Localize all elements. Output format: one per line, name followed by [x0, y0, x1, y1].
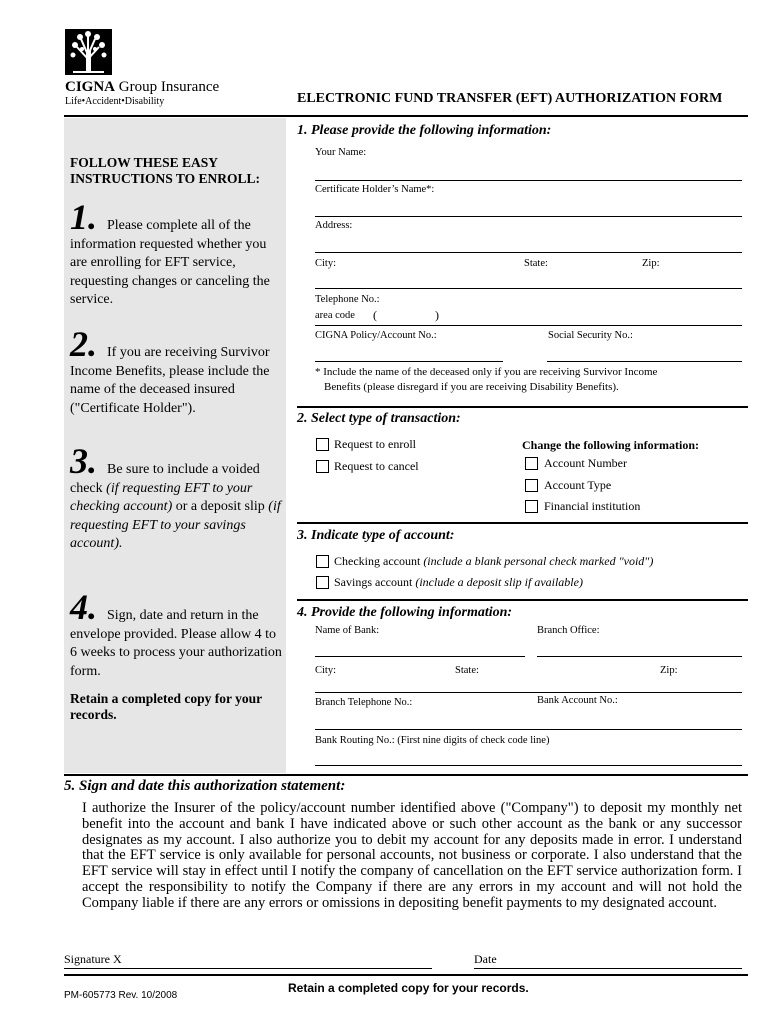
policy-label: CIGNA Policy/Account No.: — [315, 330, 437, 341]
branch-office-label: Branch Office: — [537, 625, 600, 636]
area-code-open-paren: ( — [373, 308, 377, 322]
brand-tagline: Life•Accident•Disability — [65, 96, 165, 107]
step-number: 1. — [70, 197, 97, 237]
bank-city-state-zip-field[interactable] — [315, 692, 742, 693]
bank-name-field[interactable] — [315, 656, 525, 657]
date-label: Date — [474, 952, 497, 966]
bank-city-label: City: — [315, 665, 337, 676]
cert-holder-field[interactable] — [315, 216, 742, 217]
instruction-step-3: 3. Be sure to include a voided check (if requesting EFT to your checking account) or a deposit slip (if requesting EFT to your savings account). — [70, 441, 281, 551]
branch-phone-account-field[interactable] — [315, 729, 742, 730]
section-5-title: 5. Sign and date this authorization statement: — [64, 778, 346, 794]
signature-label: Signature X — [64, 952, 122, 966]
policy-field[interactable] — [315, 361, 503, 362]
account-number-label: Account Number — [544, 456, 627, 470]
branch-phone-label: Branch Telephone No.: — [315, 697, 413, 708]
ssn-field[interactable] — [547, 361, 742, 362]
city-state-zip-field[interactable] — [315, 288, 742, 289]
routing-field[interactable] — [315, 765, 742, 766]
bank-state-label: State: — [455, 665, 479, 676]
section-3-title: 3. Indicate type of account: — [297, 528, 455, 543]
routing-label: Bank Routing No.: (First nine digits of check code line) — [315, 735, 550, 746]
checking-checkbox[interactable] — [316, 555, 329, 568]
state-label: State: — [524, 258, 548, 269]
section-2-rule — [297, 406, 748, 408]
section-3-rule — [297, 522, 748, 524]
form-code: PM-605773 Rev. 10/2008 — [64, 990, 178, 1001]
area-code-close-paren: ) — [435, 308, 439, 322]
city-label: City: — [315, 258, 337, 269]
cancel-label: Request to cancel — [334, 459, 419, 473]
branch-office-field[interactable] — [537, 656, 742, 657]
savings-checkbox[interactable] — [316, 576, 329, 589]
instructions-heading: FOLLOW THESE EASY INSTRUCTIONS TO ENROLL: — [70, 155, 261, 186]
telephone-label: Telephone No.: — [315, 294, 380, 305]
brand-name: CIGNA Group Insurance — [65, 79, 220, 95]
signature-field[interactable] — [64, 968, 432, 969]
your-name-label: Your Name: — [315, 147, 367, 158]
step-number: 2. — [70, 324, 97, 364]
telephone-field[interactable] — [315, 325, 742, 326]
footer-rule — [64, 974, 748, 976]
date-field[interactable] — [474, 968, 742, 969]
zip-label: Zip: — [642, 258, 660, 269]
enroll-checkbox[interactable] — [316, 438, 329, 451]
cancel-checkbox[interactable] — [316, 460, 329, 473]
sidebar-retain-note: Retain a completed copy for your records. — [70, 691, 262, 722]
step-number: 3. — [70, 441, 97, 481]
step-text: If you are receiving Survivor Income Benefits, please include the name of the deceased insured ("Certificate Holder"). — [70, 345, 270, 416]
bank-account-label: Bank Account No.: — [537, 695, 618, 706]
deceased-note-line-1: * Include the name of the deceased only if you are receiving Survivor Income — [315, 366, 658, 378]
area-code-label: area code — [315, 310, 355, 321]
account-type-checkbox[interactable] — [525, 479, 538, 492]
financial-institution-checkbox[interactable] — [525, 500, 538, 513]
section-1-title: 1. Please provide the following information: — [297, 123, 552, 138]
tree-logo-icon — [65, 29, 112, 75]
instruction-step-2 — [70, 324, 282, 418]
instruction-step-4 — [70, 587, 282, 681]
ssn-label: Social Security No.: — [548, 330, 633, 341]
financial-institution-label: Financial institution — [544, 499, 641, 513]
bank-name-label: Name of Bank: — [315, 625, 380, 636]
cert-holder-label: Certificate Holder’s Name*: — [315, 184, 435, 195]
section-5-rule — [64, 774, 748, 776]
savings-label: Savings account (include a deposit slip if available) — [334, 575, 583, 589]
account-type-label: Account Type — [544, 478, 612, 492]
header-rule — [64, 115, 748, 117]
footer-retain-note: Retain a completed copy for your records. — [288, 981, 529, 995]
instruction-step-1 — [70, 197, 282, 310]
step-text: Please complete all of the information requested whether you are enrolling for EFT service, requesting changes or canceling the service. — [70, 218, 270, 307]
enroll-label: Request to enroll — [334, 437, 416, 451]
address-field[interactable] — [315, 252, 742, 253]
your-name-field[interactable] — [315, 180, 742, 181]
change-heading: Change the following information: — [522, 438, 699, 452]
step-number: 4. — [70, 587, 97, 627]
bank-zip-label: Zip: — [660, 665, 678, 676]
section-4-rule — [297, 599, 748, 601]
address-label: Address: — [315, 220, 353, 231]
account-number-checkbox[interactable] — [525, 457, 538, 470]
authorization-statement: I authorize the Insurer of the policy/account number identified above ("Company") to deposit my monthly net benefit into the account and bank I have indicated above or such other account as the bank or any successor designates as my account. I also authorize you to debit my account for any deposits made in error. I understand that the EFT service is only available for personal accounts, not business or corporate. I also understand that the EFT service will stay in effect until I notify the company of cancellation on the EFT service authorization form. I accept the responsibility to notify the Company if there are any errors in my account and will not hold the Company liable if there are any errors or omissions in depositing benefit payments to my designated account. — [82, 800, 742, 911]
form-title: ELECTRONIC FUND TRANSFER (EFT) AUTHORIZATION FORM — [297, 91, 723, 106]
checking-label: Checking account (include a blank personal check marked "void") — [334, 554, 654, 568]
step-text: Sign, date and return in the envelope provided. Please allow 4 to 6 weeks to process your authorization form. — [70, 608, 282, 679]
deceased-note-line-2: Benefits (please disregard if you are receiving Disability Benefits). — [324, 381, 619, 393]
section-4-title: 4. Provide the following information: — [297, 605, 513, 620]
section-2-title: 2. Select type of transaction: — [297, 411, 461, 426]
